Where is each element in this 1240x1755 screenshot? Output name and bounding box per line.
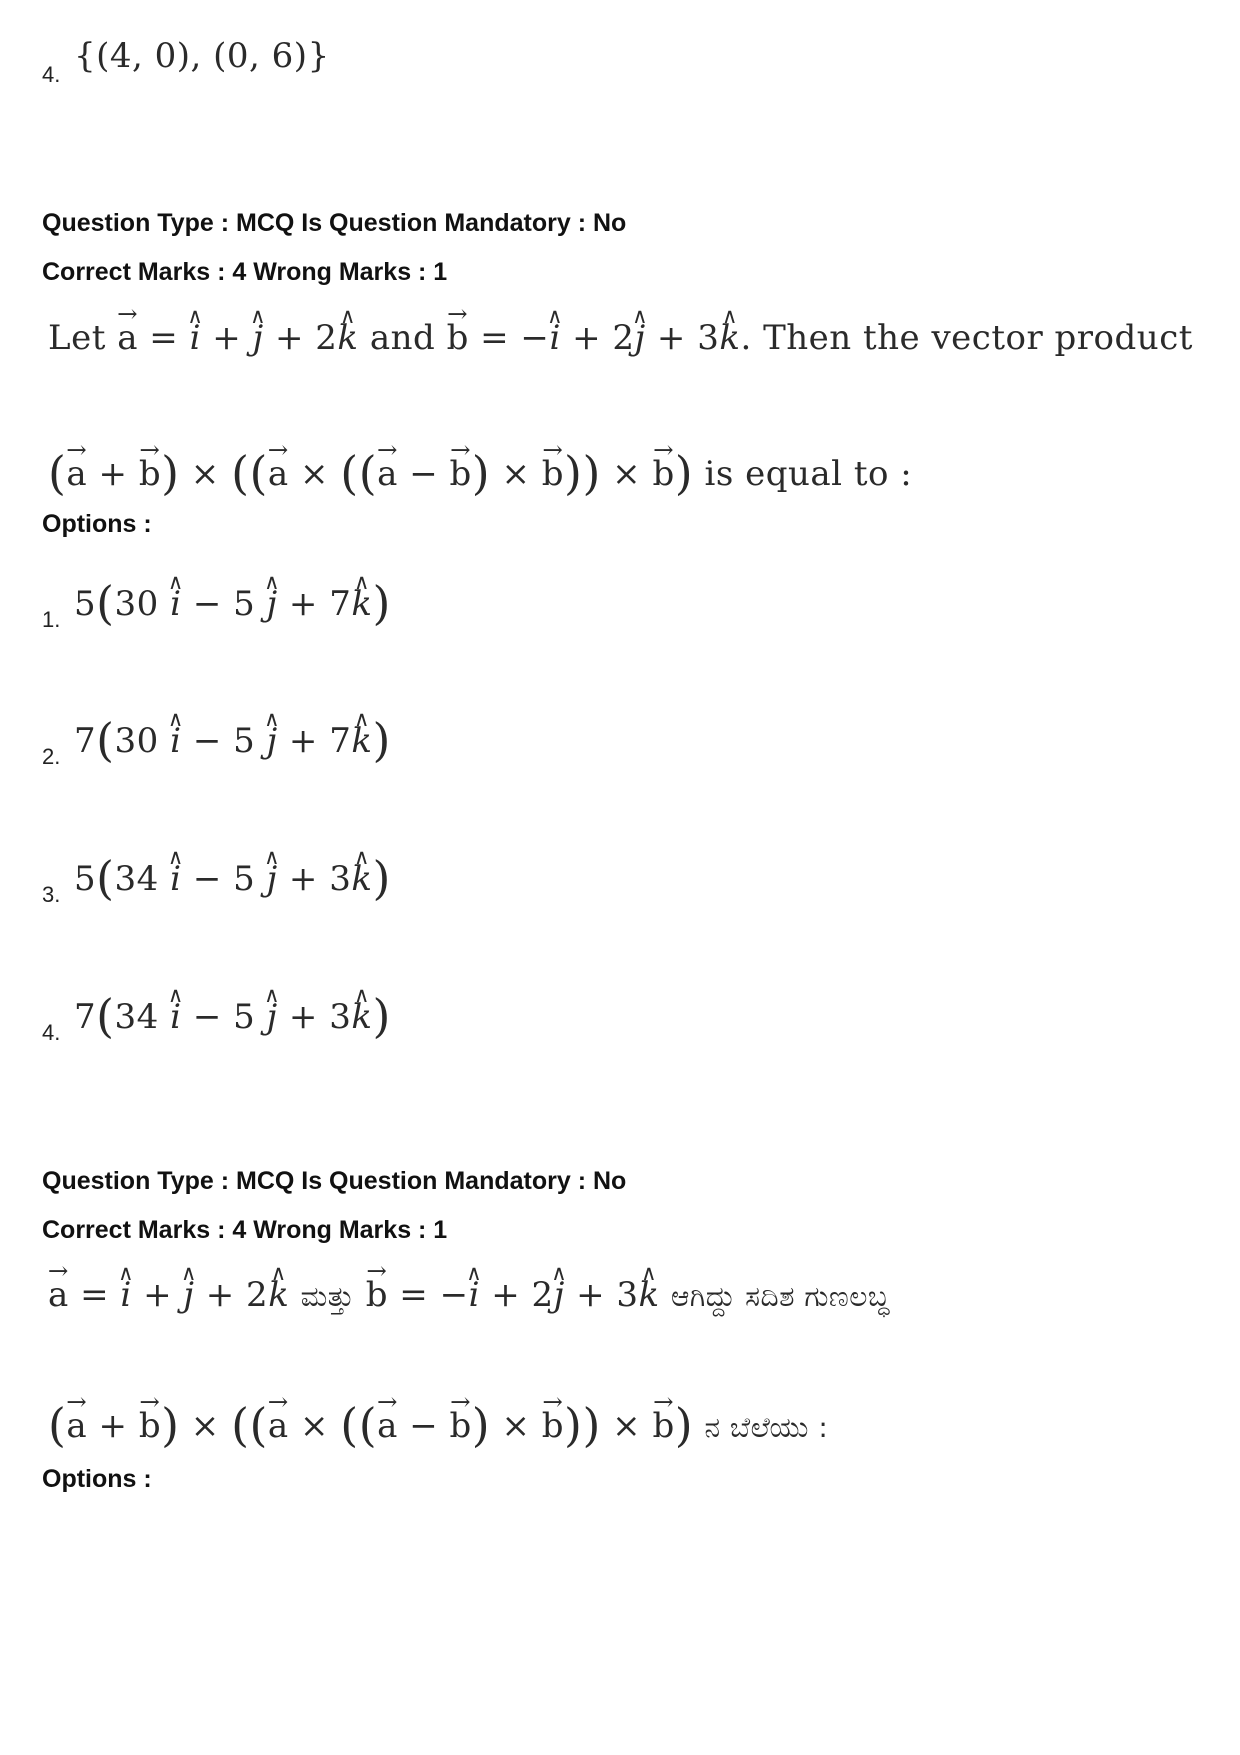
- options-label: Options :: [42, 1465, 152, 1493]
- option-number: 4.: [42, 62, 61, 87]
- option-number: 2.: [42, 744, 61, 769]
- option-2[interactable]: 7(30 ∧ i − 5 ∧ j + 7∧ k): [74, 713, 391, 767]
- question-type-line: Question Type : MCQ Is Question Mandatory : No: [42, 209, 627, 237]
- question-stem-line-2: (→ a + → b) × ((→ a × ((→ a − → b) × → b)) × → b) is equal to :: [48, 446, 912, 500]
- question-type-line: Question Type : MCQ Is Question Mandatory : No: [42, 1167, 627, 1195]
- marks-line: Correct Marks : 4 Wrong Marks : 1: [42, 258, 448, 286]
- marks-line: Correct Marks : 4 Wrong Marks : 1: [42, 1216, 448, 1244]
- question-stem-line-2-kn: (→ a + → b) × ((→ a × ((→ a − → b) × → b)) × → b) ನ ಬೆಲೆಯು :: [48, 1398, 828, 1452]
- option-number: 4.: [42, 1020, 61, 1045]
- option-number: 1.: [42, 607, 61, 632]
- options-label: Options :: [42, 510, 152, 538]
- question-stem-line-1-kn: → a = ∧ i + ∧ j + 2∧ k ಮತ್ತು → b = −∧ i + 2∧ j + 3∧ k ಆಗಿದ್ದು ಸದಿಶ ಗುಣಲಬ್ಧ: [48, 1275, 890, 1315]
- option-3[interactable]: 5(34 ∧ i − 5 ∧ j + 3∧ k): [74, 851, 391, 905]
- option-1[interactable]: 5(30 ∧ i − 5 ∧ j + 7∧ k): [74, 576, 391, 630]
- option-number: 3.: [42, 882, 61, 907]
- question-stem-line-1: Let → a = ∧ i + ∧ j + 2∧ k and → b = −∧ i + 2∧ j + 3∧ k. Then the vector product: [48, 318, 1193, 358]
- option-text: {(4, 0), (0, 6)}: [74, 36, 330, 76]
- option-4[interactable]: 7(34 ∧ i − 5 ∧ j + 3∧ k): [74, 989, 391, 1043]
